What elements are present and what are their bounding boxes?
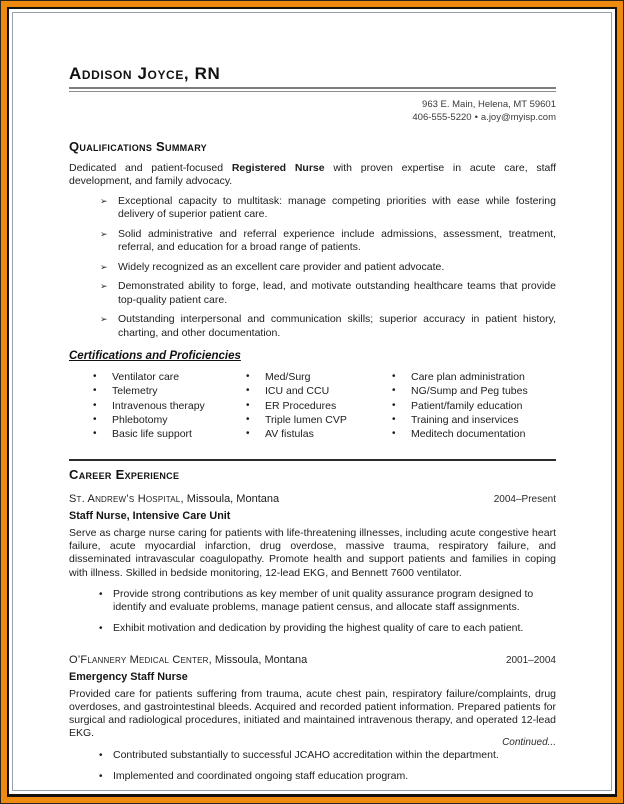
certifications-column-3	[392, 370, 556, 442]
continued-note: Continued...	[502, 737, 556, 748]
job-dates: 2004–Present	[493, 493, 556, 505]
cert-item-text: ER Procedures	[265, 399, 337, 412]
section-heading-career: Career Experience	[69, 466, 180, 482]
dot-bullet-icon: •	[392, 413, 396, 425]
job-dates: 2001–2004	[505, 654, 556, 666]
cert-item	[246, 384, 392, 398]
company-location: Missoula, Montana	[186, 492, 280, 505]
cert-item-text: Phlebotomy	[112, 413, 168, 426]
qualification-bullet-text: Solid administrative and referral experience include admissions, assessment, treatment, referral, and education for a broad range of patients.	[118, 227, 556, 254]
job-bullet-text: Provide strong contributions as key member of unit quality assurance program designed to identify and evaluate problems, manage patient census, and allocate staff assignments.	[113, 587, 534, 614]
job-title: Staff Nurse, Intensive Care Unit	[69, 509, 231, 522]
bullet-separator-icon: •	[474, 112, 478, 123]
cert-item	[392, 427, 556, 441]
job-bullet	[69, 770, 556, 783]
cert-item-text: Telemetry	[112, 385, 158, 398]
arrow-bullet-icon: ➢	[100, 195, 108, 206]
qualification-bullet-text: Exceptional capacity to multitask: manage competing priorities with ease while fostering delivery of superior patient care.	[118, 194, 556, 221]
cert-item-text: NG/Sump and Peg tubes	[411, 385, 528, 398]
section-divider-rule	[69, 459, 556, 461]
qualification-bullet-text: Outstanding interpersonal and communication skills; superior accuracy in patient history, charting, and other documentation.	[118, 313, 556, 339]
job-description: Provided care for patients suffering from trauma, acute chest pain, respiratory failure/complaints, drug overdoses, and gastrointestinal bleeds. Acquired and recorded patient information. Prepared patients for surgical and radiological procedures, initiated and maintained intravenous therapy, and operated 12-lead EKG.	[69, 687, 556, 740]
job-bullet	[69, 588, 556, 614]
certifications-columns	[69, 370, 556, 442]
header-double-rule	[69, 87, 556, 92]
contact-phone: 406-555-5220	[412, 112, 472, 123]
job-bullet-text: Implemented and coordinated ongoing staff education program.	[113, 769, 409, 782]
qualification-bullet	[69, 228, 556, 254]
intro-text-pre: Dedicated and patient-focused	[69, 162, 232, 174]
dot-bullet-icon: •	[246, 413, 250, 425]
dot-bullet-icon: •	[392, 399, 396, 411]
dot-bullet-icon: •	[93, 428, 97, 440]
cert-item	[93, 413, 246, 427]
dot-bullet-icon: •	[93, 399, 97, 411]
dot-bullet-icon: •	[99, 770, 103, 782]
job-bullet	[69, 622, 556, 635]
arrow-bullet-icon: ➢	[100, 228, 108, 239]
dot-bullet-icon: •	[246, 370, 250, 382]
cert-item-text: Med/Surg	[265, 370, 311, 383]
cert-item-text: Basic life support	[112, 428, 192, 441]
dot-bullet-icon: •	[99, 623, 103, 635]
company-name: St. Andrew’s Hospital,	[69, 492, 184, 505]
job-title: Emergency Staff Nurse	[69, 670, 188, 683]
dot-bullet-icon: •	[99, 749, 103, 761]
cert-item-text: Ventilator care	[112, 370, 180, 383]
cert-item	[246, 399, 392, 413]
cert-item-text: ICU and CCU	[265, 385, 330, 398]
cert-item	[246, 413, 392, 427]
contact-phone-email-line	[69, 111, 556, 124]
qualification-bullet	[69, 313, 556, 339]
cert-item-text: Patient/family education	[411, 399, 523, 412]
cert-item	[392, 399, 556, 413]
dot-bullet-icon: •	[392, 428, 396, 440]
certifications-heading: Certifications and Proficiencies	[69, 349, 241, 362]
job-description: Serve as charge nurse caring for patients with life-threatening illnesses, including acute congestive heart failure, acute myocardial infarction, drug overdose, massive trauma, respiratory failure, and disseminated intravascular coagulopathy. Promote health and support patients and families in coping with illness. Skilled in bedside monitoring, 12-lead EKG, and Bennett 7600 ventilator.	[69, 526, 556, 579]
cert-item	[392, 370, 556, 384]
cert-item	[246, 370, 392, 384]
cert-item	[93, 370, 246, 384]
employer-line	[69, 653, 307, 667]
company-name: O’Flannery Medical Center,	[69, 653, 212, 666]
contact-block	[69, 98, 556, 124]
job-bullet-text: Exhibit motivation and dedication by providing the highest quality of care to each patient.	[113, 622, 524, 635]
dot-bullet-icon: •	[93, 385, 97, 397]
job-header	[69, 653, 556, 667]
arrow-bullet-icon: ➢	[100, 314, 108, 325]
qualification-bullet	[69, 195, 556, 221]
contact-email: a.joy@myisp.com	[480, 112, 556, 123]
cert-item	[93, 399, 246, 413]
certifications-column-2	[246, 370, 392, 442]
arrow-bullet-icon: ➢	[100, 261, 108, 272]
resume-page	[12, 12, 612, 791]
cert-item	[392, 413, 556, 427]
job-bullet	[69, 749, 556, 762]
dot-bullet-icon: •	[392, 370, 396, 382]
dot-bullet-icon: •	[99, 588, 103, 600]
section-heading-qualifications: Qualifications Summary	[69, 139, 207, 154]
dot-bullet-icon: •	[246, 385, 250, 397]
dot-bullet-icon: •	[392, 385, 396, 397]
qualification-bullet	[69, 261, 556, 274]
certifications-column-1	[93, 370, 246, 442]
qualification-bullet-text: Demonstrated ability to forge, lead, and motivate outstanding healthcare teams that provide top-quality patient care.	[118, 280, 556, 306]
dot-bullet-icon: •	[93, 370, 97, 382]
dot-bullet-icon: •	[93, 413, 97, 425]
dot-bullet-icon: •	[246, 399, 250, 411]
dot-bullet-icon: •	[246, 428, 250, 440]
arrow-bullet-icon: ➢	[100, 281, 108, 292]
employer-line	[69, 492, 279, 506]
qualification-bullet-text: Widely recognized as an excellent care provider and patient advocate.	[118, 260, 445, 273]
cert-item	[392, 384, 556, 398]
cert-item-text: Triple lumen CVP	[265, 413, 347, 426]
intro-text-post: with proven expertise in acute care, staff development, and family advocacy.	[69, 162, 556, 188]
qualification-bullet	[69, 280, 556, 306]
decorative-black-frame	[7, 7, 617, 797]
cert-item	[93, 384, 246, 398]
intro-text-bold: Registered Nurse	[231, 162, 325, 174]
job-bullet-text: Contributed substantially to successful JCAHO accreditation within the department.	[113, 748, 499, 761]
qualifications-intro	[69, 162, 556, 188]
resume-name: Addison Joyce, RN	[69, 64, 221, 83]
company-location: Missoula, Montana	[214, 653, 308, 666]
contact-address: 963 E. Main, Helena, MT 59601	[422, 99, 556, 110]
cert-item-text: Meditech documentation	[411, 428, 526, 441]
cert-item-text: Intravenous therapy	[112, 399, 205, 412]
cert-item	[246, 427, 392, 441]
job-header	[69, 492, 556, 506]
cert-item	[93, 427, 246, 441]
cert-item-text: Training and inservices	[411, 413, 519, 426]
cert-item-text: AV fistulas	[265, 428, 314, 441]
resume-content	[13, 13, 611, 790]
cert-item-text: Care plan administration	[411, 370, 525, 383]
